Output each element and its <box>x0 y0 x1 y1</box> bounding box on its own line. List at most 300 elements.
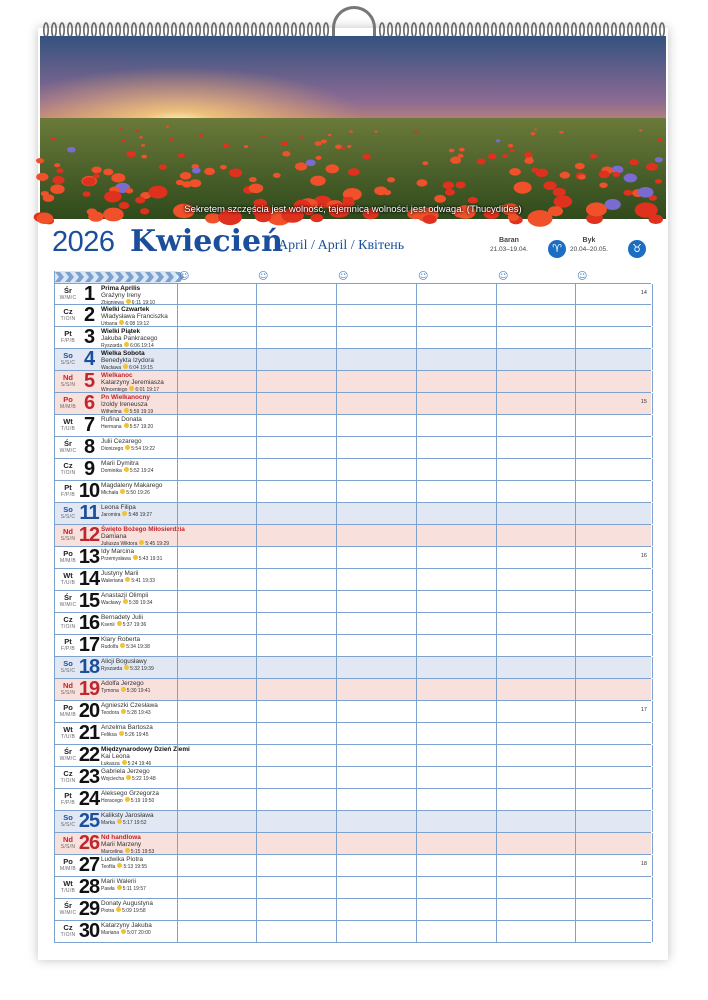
planner-cell[interactable] <box>496 701 576 722</box>
planner-cell[interactable] <box>336 503 417 524</box>
name-days: Gabriela Jerzego <box>101 768 150 775</box>
planner-cell[interactable] <box>496 723 576 744</box>
weekday-label: Wt <box>63 417 73 426</box>
day-number: 15 <box>78 590 100 612</box>
planner-cell[interactable] <box>336 635 417 656</box>
planner-cell[interactable] <box>575 437 653 458</box>
planner-cell[interactable] <box>256 503 337 524</box>
planner-cell[interactable] <box>575 459 653 480</box>
planner-cell[interactable] <box>496 899 576 920</box>
name-days: Rufina Donata <box>101 416 142 423</box>
sunrise-time: 5:15 <box>130 849 141 855</box>
planner-cell[interactable] <box>336 327 417 348</box>
planner-cell[interactable] <box>496 877 576 898</box>
planner-cell[interactable] <box>336 393 417 414</box>
sun-icon <box>123 599 128 604</box>
day-names <box>101 878 177 893</box>
planner-cell[interactable] <box>336 899 417 920</box>
day-row <box>55 481 651 503</box>
day-row <box>55 283 651 305</box>
day-names <box>101 394 177 416</box>
planner-cell[interactable] <box>416 833 497 854</box>
planner-cell[interactable] <box>416 701 497 722</box>
planner-cell[interactable] <box>336 657 417 678</box>
planner-cell[interactable] <box>177 921 257 942</box>
planner-cell[interactable] <box>256 855 337 876</box>
planner-cell[interactable] <box>336 437 417 458</box>
planner-cell[interactable] <box>416 789 497 810</box>
planner-cell[interactable] <box>416 503 497 524</box>
planner-cell[interactable] <box>256 437 337 458</box>
sunset-time: 19:33 <box>142 578 155 584</box>
planner-cell[interactable] <box>416 305 497 326</box>
planner-cell[interactable] <box>496 591 576 612</box>
day-names <box>101 614 177 629</box>
day-names <box>101 636 177 651</box>
planner-cell[interactable] <box>416 591 497 612</box>
planner-cell[interactable] <box>496 459 576 480</box>
planner-cell[interactable] <box>575 415 653 436</box>
planner-cell[interactable] <box>575 767 653 788</box>
smiley-icon: ☺ <box>577 271 588 282</box>
planner-cell[interactable] <box>177 745 257 766</box>
planner-cell[interactable] <box>416 437 497 458</box>
planner-cell[interactable] <box>177 503 257 524</box>
planner-grid <box>54 271 651 943</box>
planner-cell[interactable] <box>575 371 653 392</box>
planner-cell[interactable] <box>416 723 497 744</box>
planner-cell[interactable] <box>256 305 337 326</box>
planner-cell[interactable] <box>575 525 653 546</box>
sun-times <box>101 511 177 519</box>
planner-cell[interactable] <box>256 921 337 942</box>
planner-cell[interactable] <box>336 613 417 634</box>
planner-cell[interactable] <box>177 415 257 436</box>
planner-cell[interactable] <box>575 899 653 920</box>
planner-cell[interactable] <box>336 459 417 480</box>
planner-cell[interactable] <box>416 855 497 876</box>
holiday-label: Międzynarodowy Dzień Ziemi <box>101 746 190 753</box>
sun-icon <box>126 775 131 780</box>
name-days-2: Teodora <box>101 710 120 716</box>
week-number: 15 <box>640 399 647 405</box>
planner-cell[interactable] <box>575 877 653 898</box>
planner-cell[interactable] <box>496 855 576 876</box>
planner-cell[interactable] <box>416 393 497 414</box>
planner-cell[interactable] <box>177 679 257 700</box>
weekday-letters: S/S/C <box>60 822 76 828</box>
planner-cell[interactable] <box>177 767 257 788</box>
weekday-label: Śr <box>64 901 72 910</box>
weekday-label: Cz <box>63 923 73 932</box>
name-days-2: Horacego <box>101 798 123 804</box>
name-days: Katarzyny Jeremiasza <box>101 379 164 386</box>
day-number: 4 <box>83 348 95 370</box>
day-names <box>101 834 177 856</box>
planner-cell[interactable] <box>416 921 497 942</box>
sunset-time: 19:43 <box>138 710 151 716</box>
day-names <box>101 372 177 394</box>
planner-cell[interactable] <box>336 745 417 766</box>
sun-times <box>101 929 177 937</box>
weekday-letters: T/U/B <box>60 734 76 740</box>
planner-cell[interactable] <box>177 349 257 370</box>
planner-cell[interactable] <box>256 284 337 305</box>
smiley-icon: ☺ <box>418 271 429 282</box>
planner-cell[interactable] <box>256 591 337 612</box>
planner-cell[interactable] <box>575 635 653 656</box>
planner-cell[interactable] <box>256 613 337 634</box>
planner-cell[interactable] <box>336 877 417 898</box>
planner-cell[interactable] <box>256 899 337 920</box>
planner-cell[interactable] <box>336 481 417 502</box>
planner-cell[interactable] <box>575 613 653 634</box>
planner-cell[interactable] <box>575 745 653 766</box>
sun-icon <box>124 423 129 428</box>
weekday-letters: T/U/B <box>60 888 76 894</box>
planner-cell[interactable] <box>496 525 576 546</box>
planner-cell[interactable] <box>575 591 653 612</box>
planner-cell[interactable] <box>496 833 576 854</box>
planner-cell[interactable] <box>177 393 257 414</box>
planner-cell[interactable] <box>177 327 257 348</box>
month-header <box>50 226 660 266</box>
planner-cell[interactable] <box>177 811 257 832</box>
sunrise-time: 5:11 <box>122 886 132 892</box>
sunrise-time: 5:17 <box>122 820 133 826</box>
planner-cell[interactable] <box>416 459 497 480</box>
sunset-time: 19:24 <box>140 468 154 474</box>
weekday-letters: T/U/B <box>60 580 76 586</box>
planner-cell[interactable] <box>177 371 257 392</box>
sun-icon <box>119 320 124 325</box>
planner-cell[interactable] <box>496 811 576 832</box>
name-days: Bernadety Julii <box>101 614 143 621</box>
planner-cell[interactable] <box>336 547 417 568</box>
sunset-time: 19:45 <box>135 732 149 738</box>
planner-cell[interactable] <box>496 613 576 634</box>
planner-cell[interactable] <box>496 789 576 810</box>
sun-times <box>101 555 177 563</box>
weekday-label: Nd <box>63 835 73 844</box>
day-names <box>101 570 177 585</box>
planner-cell[interactable] <box>575 481 653 502</box>
day-row <box>55 305 651 327</box>
sunrise-time: 5:30 <box>126 688 137 694</box>
planner-cell[interactable] <box>496 569 576 590</box>
planner-cell[interactable] <box>256 459 337 480</box>
planner-cell[interactable] <box>256 327 337 348</box>
day-number: 2 <box>83 304 95 326</box>
sun-icon <box>125 848 130 853</box>
planner-cell[interactable] <box>496 284 576 305</box>
sunset-time: 19:50 <box>141 798 155 804</box>
planner-cell[interactable] <box>416 525 497 546</box>
sun-icon <box>124 408 129 413</box>
name-days-2: Jaromira <box>101 512 121 518</box>
name-days-2: Zbigniewa <box>101 300 124 306</box>
planner-cell[interactable] <box>416 349 497 370</box>
weekday-label: So <box>63 659 73 668</box>
weekday-label: Pt <box>64 329 72 338</box>
planner-cell[interactable] <box>416 811 497 832</box>
sunset-time: 19:34 <box>139 600 153 606</box>
planner-cell[interactable] <box>496 415 576 436</box>
planner-cell[interactable] <box>336 415 417 436</box>
planner-cell[interactable] <box>177 855 257 876</box>
planner-cell[interactable] <box>336 371 417 392</box>
planner-cell[interactable] <box>177 877 257 898</box>
planner-cell[interactable] <box>416 547 497 568</box>
sunrise-time: 5:26 <box>124 732 135 738</box>
planner-cell[interactable] <box>177 525 257 546</box>
planner-cell[interactable] <box>256 833 337 854</box>
planner-cell[interactable] <box>575 811 653 832</box>
planner-cell[interactable] <box>575 569 653 590</box>
sunset-time: 19:31 <box>149 556 163 562</box>
day-row <box>55 767 651 789</box>
sun-icon <box>116 907 121 912</box>
weekday-letters: W/M/C <box>59 602 77 608</box>
sunrise-time: 5:09 <box>122 908 132 914</box>
weekday-letters: T/O/N <box>60 932 76 938</box>
planner-cell[interactable] <box>177 635 257 656</box>
planner-cell[interactable] <box>256 569 337 590</box>
name-days-2: Michała <box>101 490 119 496</box>
planner-cell[interactable] <box>256 393 337 414</box>
sun-icon <box>121 687 126 692</box>
planner-cell[interactable] <box>336 569 417 590</box>
planner-cell[interactable] <box>336 723 417 744</box>
weekday-letters: S/S/N <box>60 382 76 388</box>
planner-cell[interactable] <box>177 481 257 502</box>
planner-cell[interactable] <box>256 481 337 502</box>
day-names <box>101 746 190 768</box>
planner-cell[interactable] <box>336 921 417 942</box>
column-header-row <box>55 271 651 283</box>
sunrise-time: 5:34 <box>126 644 136 650</box>
sunset-time: 19:38 <box>137 644 150 650</box>
weekday-letters: M/M/B <box>60 404 76 410</box>
planner-cell[interactable] <box>575 349 653 370</box>
planner-cell[interactable] <box>575 503 653 524</box>
planner-cell[interactable] <box>336 305 417 326</box>
planner-cell[interactable] <box>256 547 337 568</box>
smiley-icon: ☺ <box>179 271 190 282</box>
planner-cell[interactable] <box>416 679 497 700</box>
planner-cell[interactable] <box>177 701 257 722</box>
weekday-label: Po <box>63 395 73 404</box>
planner-cell[interactable] <box>336 701 417 722</box>
planner-cell[interactable] <box>256 877 337 898</box>
planner-cell[interactable] <box>416 481 497 502</box>
planner-cell[interactable] <box>336 855 417 876</box>
planner-cell[interactable] <box>336 767 417 788</box>
name-days: Marii Marzeny <box>101 841 142 848</box>
name-days: Julii Cezarego <box>101 438 142 445</box>
planner-cell[interactable] <box>256 371 337 392</box>
planner-cell[interactable] <box>256 723 337 744</box>
planner-cell[interactable] <box>575 723 653 744</box>
planner-cell[interactable] <box>575 679 653 700</box>
sun-times <box>101 775 177 783</box>
sunset-time: 19:55 <box>134 864 148 870</box>
sunset-time: 20:00 <box>138 930 151 936</box>
name-days: Grażyny Ireny <box>101 292 141 299</box>
weekday-letters: F/P/B <box>60 338 75 344</box>
sun-times <box>101 489 177 497</box>
name-days: Ludwika Piotra <box>101 856 143 863</box>
planner-cell[interactable] <box>496 393 576 414</box>
sunrise-time: 5:48 <box>128 512 139 518</box>
planner-cell[interactable] <box>177 459 257 480</box>
sun-icon <box>121 929 126 934</box>
sunset-time: 19:48 <box>143 776 156 782</box>
day-names <box>101 790 177 805</box>
name-days-2: Wacława <box>101 365 122 371</box>
planner-cell[interactable] <box>496 481 576 502</box>
planner-cell[interactable] <box>256 811 337 832</box>
planner-cell[interactable] <box>336 789 417 810</box>
planner-cell[interactable] <box>256 679 337 700</box>
planner-cell[interactable] <box>177 789 257 810</box>
planner-cell[interactable] <box>496 371 576 392</box>
planner-cell[interactable] <box>416 569 497 590</box>
name-days-2: Feliksa <box>101 732 117 738</box>
day-number: 26 <box>78 832 100 854</box>
weekday-label: Wt <box>63 725 73 734</box>
planner-cell[interactable] <box>496 635 576 656</box>
weekday-label: Cz <box>63 307 73 316</box>
planner-cell[interactable] <box>336 833 417 854</box>
planner-cell[interactable] <box>496 437 576 458</box>
planner-cell[interactable] <box>177 899 257 920</box>
planner-cell[interactable] <box>256 767 337 788</box>
day-row <box>55 855 651 877</box>
planner-cell[interactable] <box>416 657 497 678</box>
planner-cell[interactable] <box>256 415 337 436</box>
name-days-2: Hermana <box>101 424 122 430</box>
planner-cell[interactable] <box>256 745 337 766</box>
planner-cell[interactable] <box>416 371 497 392</box>
week-number: 16 <box>640 553 647 559</box>
weekday-letters: S/S/C <box>60 514 76 520</box>
day-row <box>55 833 651 855</box>
planner-cell[interactable] <box>575 327 653 348</box>
planner-cell[interactable] <box>416 284 497 305</box>
planner-cell[interactable] <box>177 591 257 612</box>
planner-cell[interactable] <box>177 723 257 744</box>
planner-cell[interactable] <box>416 745 497 766</box>
day-row <box>55 371 651 393</box>
planner-cell[interactable] <box>256 349 337 370</box>
name-days: Damiana <box>101 533 127 540</box>
day-names <box>101 548 177 563</box>
planner-cell[interactable] <box>336 679 417 700</box>
sun-times <box>101 709 177 717</box>
weekday-letters: T/O/N <box>60 316 76 322</box>
planner-cell[interactable] <box>416 899 497 920</box>
day-row <box>55 415 651 437</box>
planner-cell[interactable] <box>336 349 417 370</box>
sun-icon <box>125 577 130 582</box>
planner-cell[interactable] <box>496 679 576 700</box>
planner-cell[interactable] <box>496 327 576 348</box>
sunset-time: 19:22 <box>142 446 155 452</box>
zodiac-taurus: Byk 20.04–20.05. <box>570 237 608 253</box>
day-number: 23 <box>78 766 100 788</box>
planner-cell[interactable] <box>177 284 257 305</box>
planner-cell[interactable] <box>177 569 257 590</box>
day-row <box>55 789 651 811</box>
day-row <box>55 613 651 635</box>
sunrise-time: 5:57 <box>129 424 140 430</box>
planner-cell[interactable] <box>496 349 576 370</box>
name-days: Magdaleny Makarego <box>101 482 163 489</box>
weekday-letters: M/M/B <box>60 558 76 564</box>
planner-cell[interactable] <box>496 767 576 788</box>
planner-cell[interactable] <box>496 657 576 678</box>
planner-cell[interactable] <box>416 327 497 348</box>
planner-cell[interactable] <box>336 591 417 612</box>
planner-cell[interactable] <box>336 284 417 305</box>
planner-cell[interactable] <box>575 921 653 942</box>
planner-cell[interactable] <box>416 415 497 436</box>
planner-cell[interactable] <box>256 635 337 656</box>
planner-cell[interactable] <box>416 635 497 656</box>
planner-cell[interactable] <box>177 833 257 854</box>
planner-cell[interactable] <box>496 503 576 524</box>
sun-icon <box>120 643 125 648</box>
smiley-icon: ☺ <box>498 271 509 282</box>
day-row <box>55 525 651 547</box>
day-number: 14 <box>78 568 100 590</box>
planner-cell[interactable] <box>336 525 417 546</box>
planner-cell[interactable] <box>177 547 257 568</box>
aries-icon: ♈ <box>548 240 566 258</box>
planner-cell[interactable] <box>416 613 497 634</box>
sunrise-time: 5:54 <box>131 446 141 452</box>
name-days-2: Piotra <box>101 908 115 914</box>
name-days: Anzelma Bartosza <box>101 724 153 731</box>
planner-cell[interactable] <box>177 305 257 326</box>
planner-cell[interactable] <box>177 657 257 678</box>
planner-cell[interactable] <box>496 921 576 942</box>
sun-times <box>101 621 177 629</box>
planner-cell[interactable] <box>496 745 576 766</box>
planner-cell[interactable] <box>575 305 653 326</box>
planner-cell[interactable] <box>336 811 417 832</box>
planner-cell[interactable] <box>575 657 653 678</box>
day-names <box>101 416 177 431</box>
planner-cell[interactable] <box>256 789 337 810</box>
planner-cell[interactable] <box>177 613 257 634</box>
sun-times <box>101 731 177 739</box>
planner-cell[interactable] <box>256 657 337 678</box>
planner-cell[interactable] <box>177 437 257 458</box>
planner-cell[interactable] <box>256 701 337 722</box>
planner-cell[interactable] <box>416 767 497 788</box>
name-days-2: Rudolfa <box>101 644 119 650</box>
planner-cell[interactable] <box>416 877 497 898</box>
planner-cell[interactable] <box>496 547 576 568</box>
planner-cell[interactable] <box>575 789 653 810</box>
planner-cell[interactable] <box>575 833 653 854</box>
planner-cell[interactable] <box>496 305 576 326</box>
sunset-time: 19:57 <box>133 886 146 892</box>
planner-cell[interactable] <box>256 525 337 546</box>
sunrise-time: 5:24 <box>127 761 138 767</box>
